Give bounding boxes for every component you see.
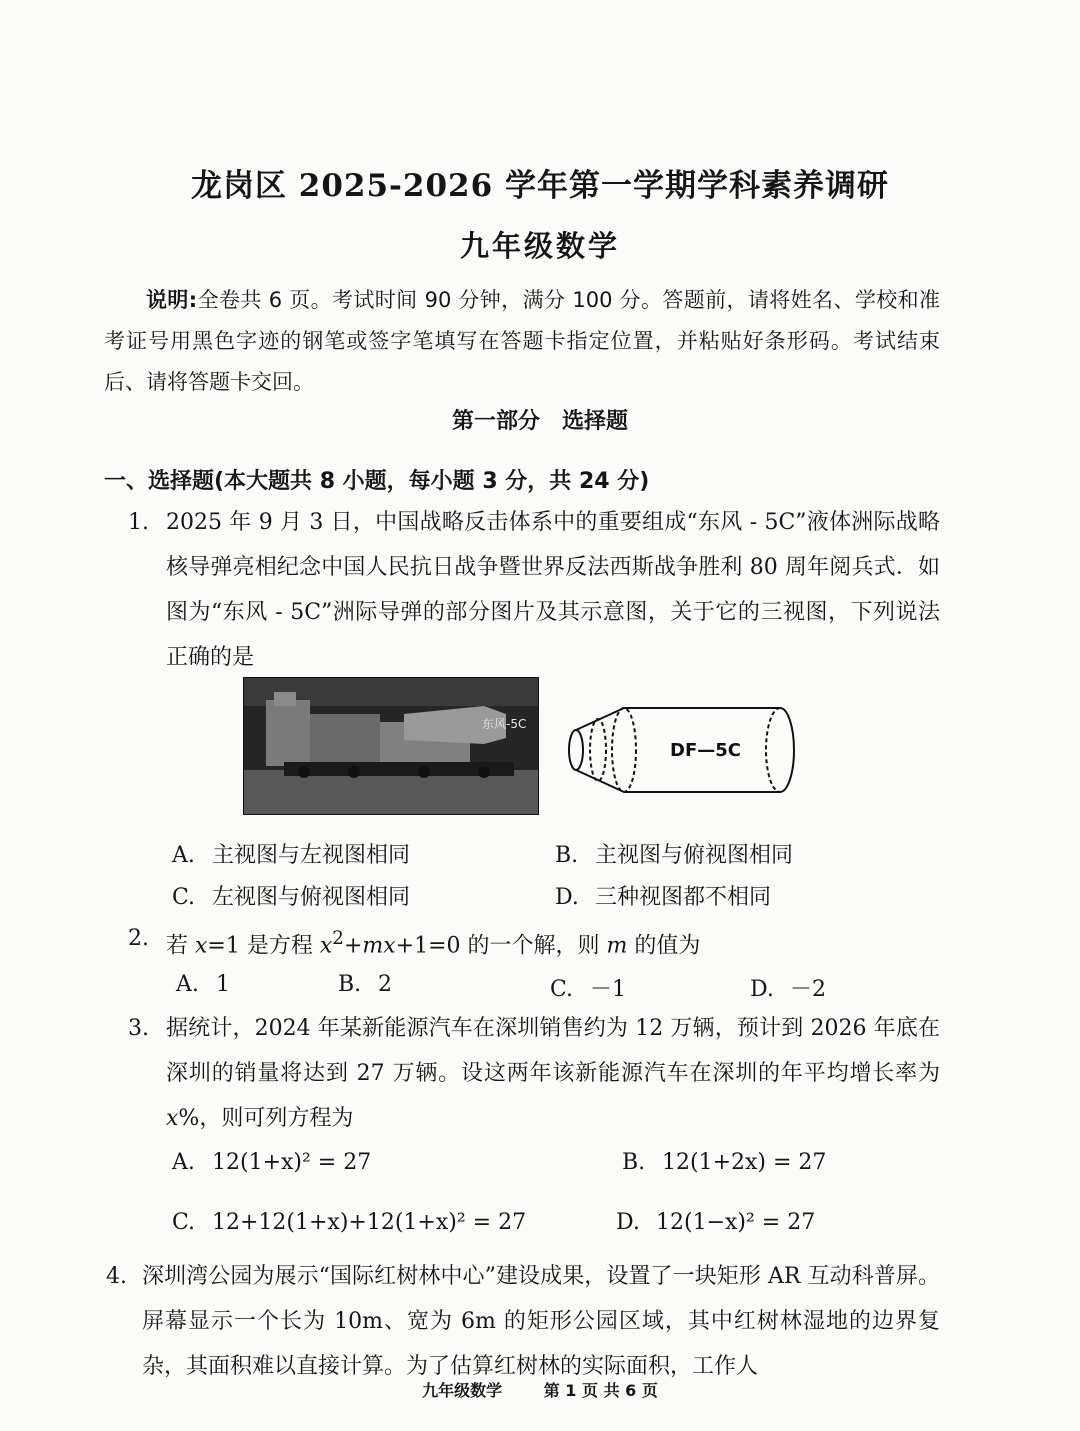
q3-var-x: x [166, 1106, 179, 1131]
missile-diagram [562, 694, 802, 806]
option-letter: C. [172, 885, 196, 910]
q2-eq-x: x [319, 933, 333, 959]
q2-var-x: x [195, 933, 208, 959]
q2-var-m: m [606, 933, 628, 959]
exam-subtitle: 九年级数学 [459, 229, 620, 263]
q3-option-a[interactable] [172, 1150, 371, 1175]
question-number: 4. [106, 1264, 127, 1289]
missile-photo-image [244, 678, 538, 814]
page-footer [0, 1378, 1080, 1401]
q2-stem-a: 若 [166, 933, 195, 959]
option-text: 左视图与俯视图相同 [212, 885, 411, 910]
q1-option-b[interactable] [555, 838, 793, 869]
option-text: 1 [216, 972, 230, 997]
option-text: 12+12(1+x)+12(1+x)² = 27 [212, 1210, 527, 1235]
q1-option-d[interactable] [555, 880, 771, 911]
option-letter: A. [176, 972, 199, 997]
section-title: 一、选择题(本大题共 8 小题，每小题 3 分，共 24 分) [104, 469, 650, 494]
option-text: －2 [790, 977, 826, 1002]
option-text: 三种视图都不相同 [595, 885, 772, 910]
footer-subject: 九年级数学 [422, 1381, 503, 1400]
instructions [104, 280, 940, 403]
footer-page-number: 第 1 页 共 6 页 [543, 1381, 658, 1400]
option-text: 12(1+x)² = 27 [212, 1150, 372, 1175]
diagram-label: DF—5C [670, 740, 741, 761]
question-2 [128, 916, 940, 968]
question-4 [106, 1254, 940, 1389]
question-1 [128, 500, 940, 680]
question-text [166, 1006, 940, 1141]
question-text [166, 916, 940, 968]
q2-eq-b: + [343, 933, 363, 959]
option-letter: A. [172, 1150, 195, 1175]
missile-photo [243, 677, 539, 815]
option-letter: D. [616, 1210, 640, 1235]
q2-option-a[interactable] [176, 972, 230, 997]
option-letter: C. [172, 1210, 196, 1235]
question-text: 深圳湾公园为展示“国际红树林中心”建设成果，设置了一块矩形 AR 互动科普屏。屏幕显示一个长为 10m、宽为 6m 的矩形公园区域，其中红树林湿地的边界复杂，其面积难以直接计算。为了估算红树林的实际面积，工作人 [142, 1264, 940, 1379]
q1-option-c[interactable] [172, 880, 410, 911]
q1-option-a[interactable] [172, 838, 410, 869]
q3-option-c[interactable] [172, 1210, 526, 1235]
q2-option-d[interactable] [750, 972, 826, 1003]
q2-stem-b: =1 是方程 [207, 933, 320, 959]
part-title: 第一部分 选择题 [451, 409, 628, 434]
q2-option-c[interactable] [550, 972, 626, 1003]
question-3 [128, 1006, 940, 1141]
q3-option-d[interactable] [616, 1210, 815, 1235]
q2-option-b[interactable] [338, 972, 392, 997]
q3-text-a: 据统计，2024 年某新能源汽车在深圳销售约为 12 万辆，预计到 2026 年底在深圳的销量将达到 27 万辆。设这两年该新能源汽车在深圳的年平均增长率为 [166, 1016, 940, 1086]
q2-eq-c: +1=0 的一个解，则 [395, 933, 607, 959]
option-letter: A. [172, 843, 195, 868]
question-number: 3. [128, 1016, 149, 1041]
missile-photo-label: 东风-5C [482, 717, 527, 731]
q3-option-b[interactable] [622, 1150, 826, 1175]
instructions-text: 全卷共 6 页。考试时间 90 分钟，满分 100 分。答题前，请将姓名、学校和准考证号用黑色字迹的钢笔或签字笔填写在答题卡指定位置，并粘贴好条形码。考试结束后、请将答题卡交回。 [104, 288, 940, 394]
q2-eq-sup: 2 [332, 928, 344, 949]
q2-stem-c: 的值为 [627, 933, 701, 959]
option-text: 12(1−x)² = 27 [656, 1210, 816, 1235]
option-text: 12(1+2x) = 27 [662, 1150, 827, 1175]
q2-eq-x2: x [383, 933, 396, 959]
q2-eq-m: m [362, 933, 384, 959]
option-letter: B. [555, 843, 579, 868]
option-text: 主视图与左视图相同 [212, 843, 411, 868]
question-text: 2025 年 9 月 3 日，中国战略反击体系中的重要组成“东风 - 5C”液体洲际战略核导弹亮相纪念中国人民抗日战争暨世界反法西斯战争胜利 80 周年阅兵式．如图为“东风 - 5C”洲际导弹的部分图片及其示意图，关于它的三视图，下列说法正确的是 [166, 510, 940, 670]
option-letter: D. [750, 977, 774, 1002]
option-text: －1 [590, 977, 626, 1002]
option-letter: C. [550, 977, 574, 1002]
option-letter: D. [555, 885, 579, 910]
option-text: 主视图与俯视图相同 [595, 843, 794, 868]
question-number: 1. [128, 510, 149, 535]
instructions-label: 说明: [146, 288, 198, 312]
question-number: 2. [128, 926, 149, 951]
option-text: 2 [378, 972, 392, 997]
q3-text-b: %，则可列方程为 [178, 1106, 354, 1131]
option-letter: B. [622, 1150, 646, 1175]
exam-title: 龙岗区 2025-2026 学年第一学期学科素养调研 [190, 168, 889, 204]
option-letter: B. [338, 972, 362, 997]
